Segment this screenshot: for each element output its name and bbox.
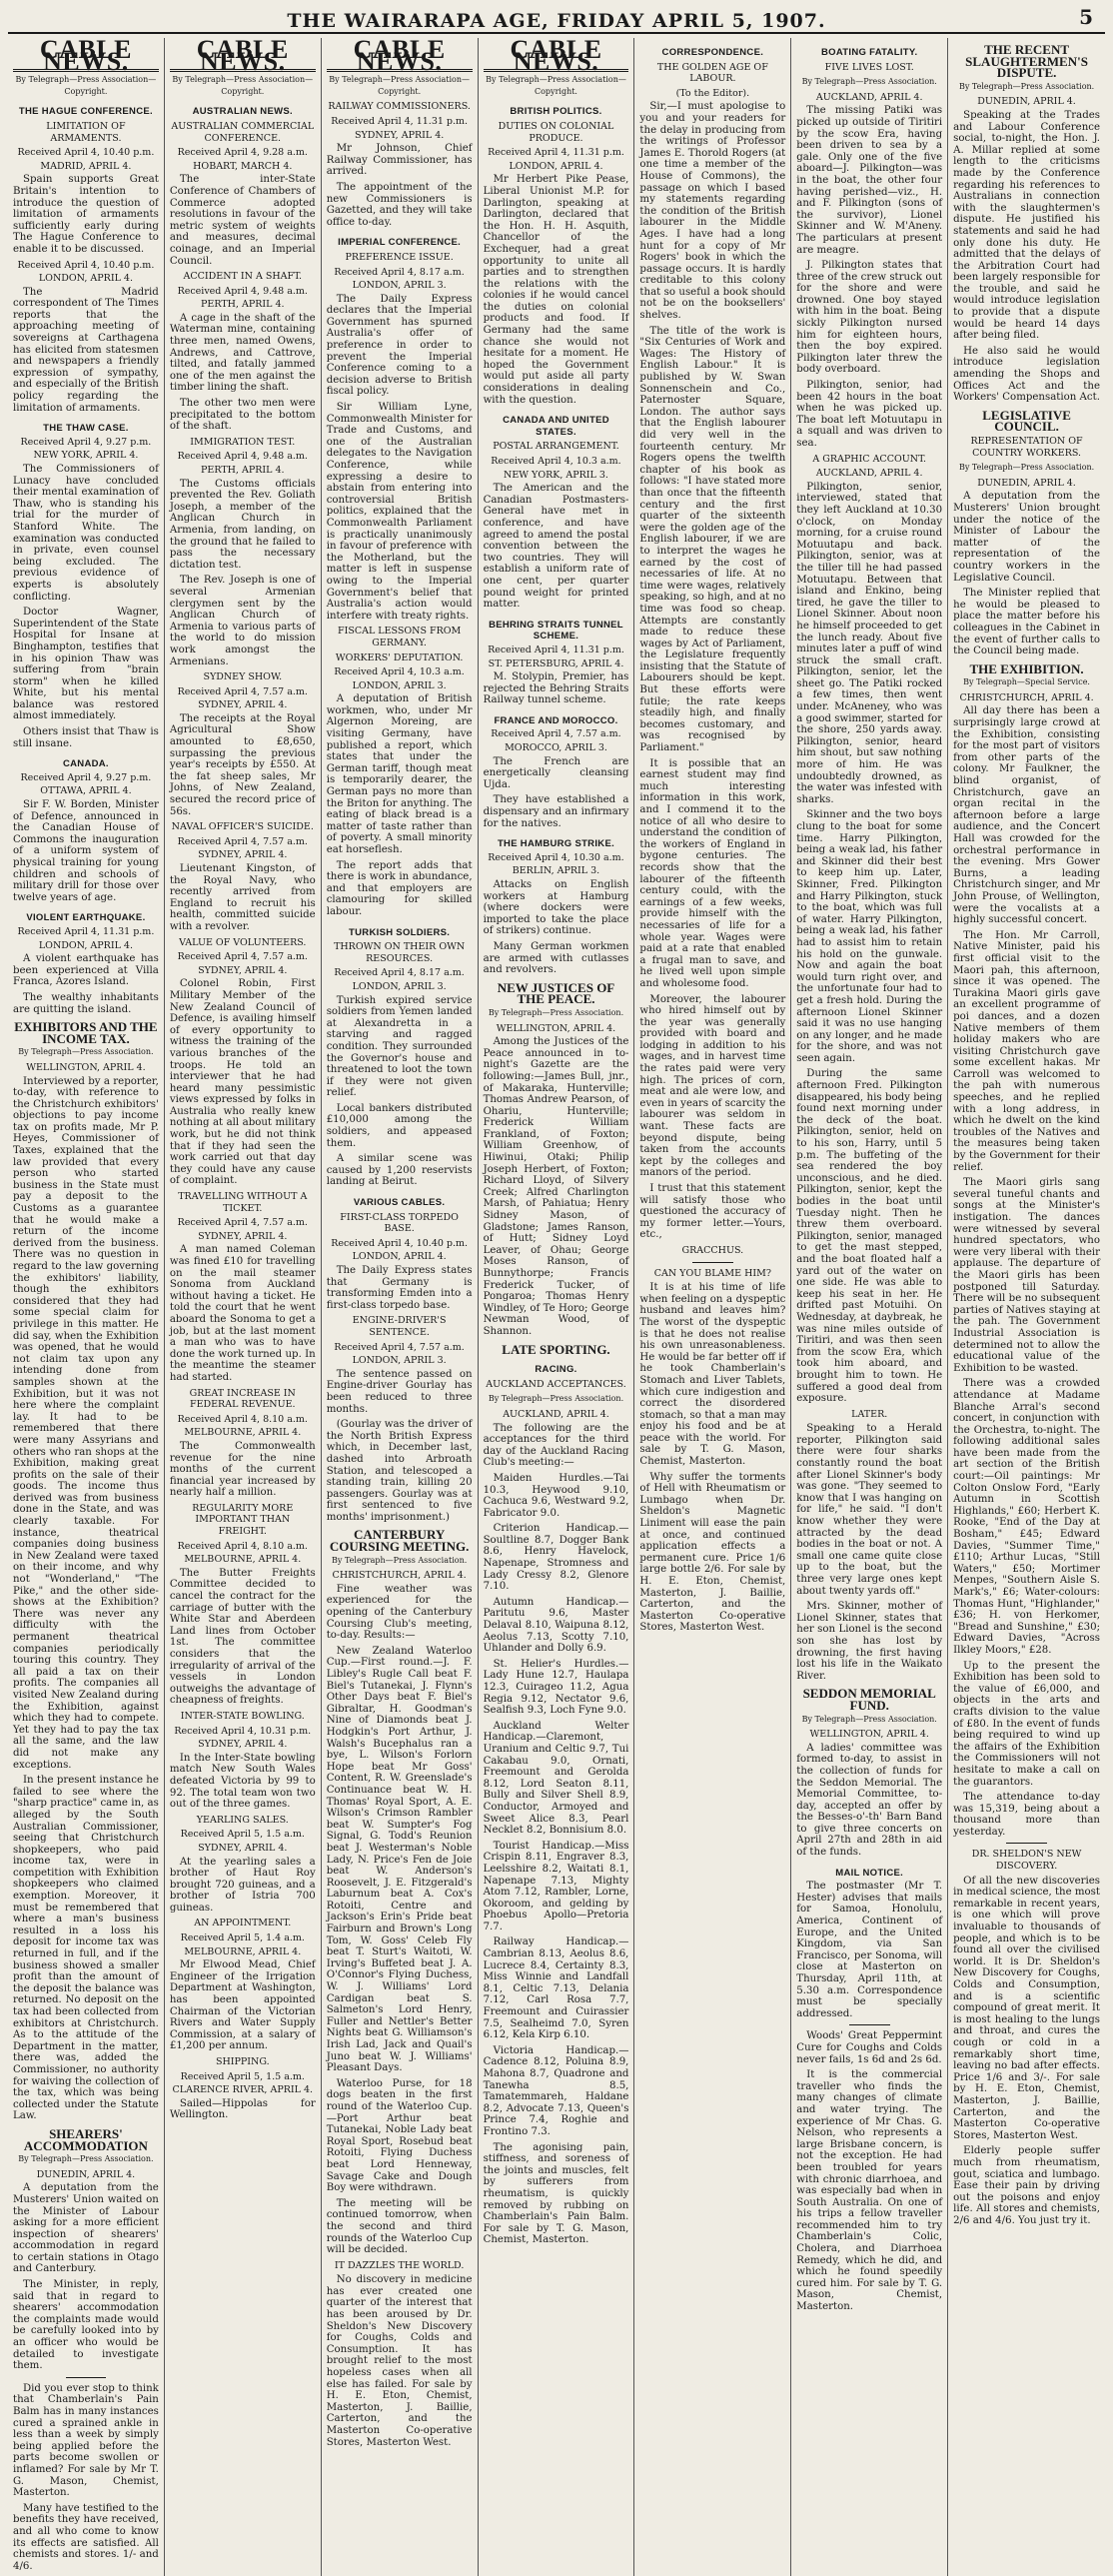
paragraph: The wealthy inhabitants are quitting the island. bbox=[13, 991, 159, 1015]
byline: By Telegraph—Press Association—Copyright. bbox=[15, 75, 157, 96]
dateline: NEW YORK, APRIL 3. bbox=[504, 469, 608, 481]
paragraph: Pilkington, senior, had been 42 hours in the boat when he was picked up. The boat left Motuutapu in a squall and was driven to sea. bbox=[796, 380, 943, 449]
paragraph: Many have testified to the benefits they have received, and all who come to know its effects are satisfied. All chemists and stores. 1/- and 4/6. bbox=[13, 2502, 159, 2572]
article-subheading: GREAT INCREASE IN FEDERAL REVENUE. bbox=[189, 1387, 296, 1411]
paragraph: Lieutenant Kingston, of the Royal Navy, who recently arrived from England to recruit his health, committed suicide with a revolver. bbox=[169, 863, 316, 932]
paragraph: Maiden Hurdles.—Tai 10.3, Heywood 9.10, Cachuca 9.6, Westward 9.2, Fabricator 9.0. bbox=[483, 1472, 629, 1519]
dateline: MELBOURNE, APRIL 4. bbox=[184, 1554, 302, 1566]
paragraph: The Minister replied that he would be pleased to place the matter before his colleagues in the Cabinet in the event of further calls to the Council being made. bbox=[953, 588, 1100, 657]
dateline: LONDON, APRIL 3. bbox=[352, 280, 447, 292]
separator-rule bbox=[66, 2377, 107, 2378]
dateline: LONDON, APRIL 4. bbox=[509, 160, 603, 172]
paragraph: Many German workmen are armed with cutlasses and revolvers. bbox=[483, 940, 629, 976]
paragraph: St. Helier's Hurdles.—Lady Hune 12.7, Haulapa 12.3, Cuirageo 11.2, Agua Regia 9.12, Nectator 9.6, Sealfish 9.3, Loch Fyne 9.0. bbox=[483, 1658, 629, 1717]
paragraph: The following are the acceptances for the third day of the Auckland Racing Club's meeting:— bbox=[483, 1422, 629, 1469]
article-headline: SEDDON MEMORIAL FUND. bbox=[802, 1686, 936, 1713]
article-subheading: INTER-STATE BOWLING. bbox=[180, 1710, 305, 1722]
received-line: Received April 4, 11.31 p.m. bbox=[488, 644, 624, 655]
received-line: GRACCHUS. bbox=[681, 1244, 744, 1256]
paragraph: He also said he would introduce legislation amending the Shops and Offices Act and the Workers' Compensation Act. bbox=[953, 345, 1100, 404]
article-subheading: POSTAL ARRANGEMENT. bbox=[493, 441, 619, 453]
paragraph: All day there has been a surprisingly large crowd at the Exhibition, consisting for the most part of visitors from other parts of the colony. Mr Faulkner, the blind organist, of Christchurch, gave an organ recital in the afternoon before a large audience, and the Concert Hall was crowded for the orchestral performance in the evening. Mrs Gower Burns, a leading Christchurch singer, and Mr John Prouse, of Wellington, were the vocalists at a highly successful concert. bbox=[953, 705, 1100, 926]
article-subheading: A GRAPHIC ACCOUNT. bbox=[812, 453, 927, 465]
dateline: WELLINGTON, APRIL 4. bbox=[809, 1729, 929, 1741]
paragraph: The appointment of the new Commissioners is Gazetted, and they will take office to-day. bbox=[326, 181, 473, 228]
byline: By Telegraph—Press Association. bbox=[488, 1394, 624, 1404]
article-subheading: NAVAL OFFICER'S SUICIDE. bbox=[171, 821, 314, 833]
article-subheading: REPRESENTATION OF COUNTRY WORKERS. bbox=[970, 436, 1083, 459]
received-line: Received April 4, 10.40 p.m. bbox=[17, 147, 155, 159]
article-heading: THE HAMBURG STRIKE. bbox=[497, 838, 615, 850]
article-heading: IMPERIAL CONFERENCE. bbox=[338, 237, 462, 249]
dateline: SYDNEY, APRIL 4. bbox=[198, 1739, 288, 1751]
article-heading: BEHRING STRAITS TUNNEL SCHEME. bbox=[489, 619, 623, 643]
paragraph: Turkish expired service soldiers from Yemen landed at Alexandretta in a starving and ragged condition. They surrounded the Governor's house and threatened to loot the town if they were not given relief. bbox=[326, 994, 473, 1099]
dateline: LONDON, APRIL 4. bbox=[38, 273, 133, 285]
paragraph: The Daily Express declares that the Imperial Government has spurned Australia's offer of preference in order to prevent the Imperial Conference coming to a decision adverse to British fiscal policy. bbox=[326, 293, 473, 398]
paragraph: Up to the present the Exhibition has been sold to the value of £6,000, and objects in the arts and crafts division to the value of £80. In the event of funds being required to wind up the affairs of the Exhibition the Commissioners will not hesitate to make a call on the guarantors. bbox=[953, 1660, 1100, 1788]
paragraph: Mr Johnson, Chief Railway Commissioner, has arrived. bbox=[326, 143, 473, 178]
paragraph: The receipts at the Royal Agricultural Show amounted to £8,650, surpassing the previous year's receipts by £550. At the fat sheep sales, Mr Johns, of New Zealand, secured the record price of 56s. bbox=[169, 712, 316, 817]
received-line: Received April 4, 8.17 a.m. bbox=[334, 967, 465, 979]
section-banner: CABLE NEWS. bbox=[484, 44, 629, 72]
paragraph: It is possible that an earnest student may find much interesting information in this work, and I commend it to the notice of all who desire to understand the condition of the workers of England in bygone centuries. The records show that the labourer of the fifteenth century could, with the earnings of a few weeks, provide himself with the necessaries of life for a whole year. Wages were paid at a rate that enabled a frugal man to save, and he lived well upon simple and wholesome food. bbox=[639, 757, 786, 989]
dateline: PERTH, APRIL 4. bbox=[201, 299, 285, 311]
article-subheading: ACCIDENT IN A SHAFT. bbox=[183, 271, 303, 283]
article-headline: NEW JUSTICES OF THE PEACE. bbox=[497, 979, 615, 1007]
byline: By Telegraph—Press Association. bbox=[332, 1555, 468, 1565]
received-line: Received April 4, 10.31 p.m. bbox=[174, 1725, 312, 1737]
article-heading: AUSTRALIAN NEWS. bbox=[192, 106, 293, 118]
article-heading: CANADA. bbox=[62, 758, 109, 770]
article-subheading: TRAVELLING WITHOUT A TICKET. bbox=[178, 1191, 308, 1214]
received-line: Received April 4, 9.48 a.m. bbox=[177, 451, 308, 463]
dateline: SYDNEY, APRIL 4. bbox=[198, 964, 288, 976]
paragraph: (Gourlay was the driver of the North British Express which, in December last, dashed into Arbroath Station, and telescoped a standing train, killing 20 passengers. Gourlay was at first sentenced to five months' imprisonment.) bbox=[326, 1419, 473, 1523]
paragraph: Spain supports Great Britain's intention to introduce the question of limitation of armaments sufficiently early during The Hague Conference to enable it to be discussed. bbox=[13, 174, 159, 255]
received-line: Received April 4, 7.57 a.m. bbox=[177, 1217, 308, 1229]
article-subheading: SHIPPING. bbox=[215, 2056, 270, 2067]
article-heading: CORRESPONDENCE. bbox=[661, 47, 764, 58]
paragraph: Sir,—I must apologise to you and your readers for the delay in producing from the writings of Professor James E. Thorold Rogers (at one time a member of the House of Commons), the passage on which I based my statements regarding the condition of the British labourer in the Middle Ages. I have had a long hunt for a copy of Mr Rogers' book in which the passage occurs. It is hardly creditable to this colony that so useful a book should not be on the booksellers' shelves. bbox=[639, 101, 786, 322]
byline: By Telegraph—Press Association—Copyright. bbox=[486, 75, 626, 96]
paragraph: Auckland Welter Handicap.—Claremont, Uranium and Celtic 9.7, Tui Cakabau 9.0, Ornati, Freemount and Gerolda 8.12, Lord Seaton 8.11, Bully and Silver Shell 8.9, Conductor, Armoyed and Sweet Alice 8.3, Pearl Necklet 8.2, Bonnisium 8.0. bbox=[483, 1720, 629, 1837]
paragraph: Why suffer the torments of Hell with Rheumatism or Lumbago when Dr. Sheldon's Magnetic Liniment will ease the pain at once, and continued application effects a permanent cure. Price 1/6 large bottle 2/6. For sale by H. E. Eton, Chemist, Masterton, J. Baillie, Carterton, and the Masterton Co-operative Stores, Masterton West. bbox=[639, 1471, 786, 1634]
byline: By Telegraph—Special Service. bbox=[963, 677, 1090, 687]
received-line: Received April 4, 10.3 a.m. bbox=[491, 456, 621, 467]
dateline: LONDON, APRIL 3. bbox=[352, 679, 447, 691]
received-line: Received April 4, 11.31 p.m. bbox=[331, 115, 469, 127]
dateline: MOROCCO, APRIL 3. bbox=[505, 742, 607, 754]
paragraph: The Madrid correspondent of The Times reports that the approaching meeting of sovereigns at Carthagena has elicited from statesmen and newspapers a friendly expression of sympathy, and especially of the British policy regarding the limitation of armaments. bbox=[13, 286, 159, 414]
column-5 bbox=[634, 38, 791, 2576]
article-headline: SHEARERS' ACCOMMODATION bbox=[23, 2125, 148, 2153]
received-line: Received April 4, 7.57 a.m. bbox=[177, 685, 308, 697]
paragraph: Railway Handicap.—Cambrian 8.13, Aeolus 8.6, Lucrece 8.4, Certainty 8.3, Miss Winnie and Landfall 8.1, Celtic 7.13, Delania 7.12, Carl Rosa 7.7, Freemount and Cuirassier 7.5, Sealheimd 7.0, Syren 6.12, Kela Kirp 6.10. bbox=[483, 1936, 629, 2041]
byline: By Telegraph—Press Association. bbox=[18, 1047, 154, 1057]
paragraph: Pilkington, senior, interviewed, stated that they left Auckland at 10.30 o'clock, on Monday morning, for a cruise round Motuutapu and back. Pilkington, senior, was at the tiller till he had passed Motuutapu. Between that island and Enkino, being tired, he gave the tiller to Lionel Skinner. About noon he himself proceeded to get the lunch ready. About five minutes later a puff of wind struck the small craft. Pilkington, senior, let the sheet go. The Patiki rocked a few times, then went under. McAneney, who was a good swimmer, started for the shore, 250 yards away. Pilkington, senior, heard him shout, but saw nothing more of him. He was undoubtedly drowned, as the water was infested with sharks. bbox=[796, 481, 943, 805]
paragraph: A deputation from the Musterers' Union brought under the notice of the Minister of Labour the matter of the representation of the country workers in the Legislative Council. bbox=[953, 491, 1100, 584]
dateline: MELBOURNE, APRIL 4. bbox=[184, 1945, 302, 1957]
article-headline: THE RECENT SLAUGHTERMEN'S DISPUTE. bbox=[965, 42, 1088, 81]
column-6 bbox=[791, 38, 948, 2576]
paragraph: The Butter Freights Committee decided to cancel the contract for the carriage of butter with the White Star and Aberdeen Land lines from October 1st. The committee considers that the irregularity of arrival of the vessels in London outweighs the advantage of cheapness of freights. bbox=[169, 1567, 316, 1707]
article-heading: BRITISH POLITICS. bbox=[510, 106, 602, 118]
paragraph: Speaking to a Herald reporter, Pilkington said there were four sharks constantly round the boat after Lionel Skinner's body was gone. "They seemed to know that I was hanging on for life," he said. "I don't know whether they were attracted by the dead bodies in the boat or not. A small one came quite close up to the boat, but the three very large ones kept about twenty yards off." bbox=[796, 1423, 943, 1597]
paragraph: The sentence passed on Engine-driver Gourlay has been reduced to three months. bbox=[326, 1368, 473, 1415]
separator-rule bbox=[692, 1262, 733, 1263]
dateline: DUNEDIN, APRIL 4. bbox=[36, 2168, 136, 2180]
paragraph: The French are energetically cleansing Ujda. bbox=[483, 755, 629, 790]
byline: By Telegraph—Press Association—Copyright. bbox=[172, 75, 314, 96]
article-subheading: ENGINE-DRIVER'S SENTENCE. bbox=[352, 1315, 447, 1338]
paragraph: New Zealand Waterloo Cup.—First round.—J. F. Libley's Rugle Call beat F. Biel's Tutanekai, J. Flynn's Other Days beat F. Biel's Gibraltar, H. Goodman's Nine of Diamonds beat J. Hodgkin's Port Arthur, J. Walsh's Bucephalus ran a bye, L. Wilson's Forlorn Hope beat Mr Goss' Content, R. W. Greenslade's Continuance beat W. H. Thomas' Royal Sport, A. E. Wilson's Crimson Rambler beat W. Sumpter's Fog Signal, G. Todd's Reunion beat J. Westerman's Noble Lady, N. Price's Fen de Joie beat W. Anderson's Roosevelt, J. E. Fitzgerald's Laburnum beat A. Cox's Rotoiti, Centre and Jackson's Erin's Pride beat Fairburn and Brown's Long Tom, W. Goss' Celeb Fly beat T. Sturt's Waitoti, W. Irving's Buffeted beat J. A. O'Connor's Flying Duchess, W. J. Williams' Lord Cardigan beat S. Salmeton's Lord Henry, Fuller and Nettler's Better Nights beat G. Williamson's Irish Lad, Jack and Quail's Juno beat W. J. Williams' Pleasant Days. bbox=[326, 1645, 473, 2074]
received-line: Received April 4, 8.10 a.m. bbox=[177, 1540, 308, 1552]
byline: By Telegraph—Press Association. bbox=[801, 1714, 937, 1724]
dateline: AUCKLAND, APRIL 4. bbox=[503, 1408, 609, 1420]
column-2 bbox=[165, 35, 322, 2576]
paragraph: The report adds that there is work in abundance, and that employers are clamouring for skilled labour. bbox=[326, 859, 473, 917]
paragraph: The Rev. Joseph is one of several Armenian clergymen sent by the Anglican Church of Armenia to various parts of the world to do mission work amongst the Armenians. bbox=[169, 575, 316, 667]
received-line: Received April 4, 8.17 a.m. bbox=[334, 266, 465, 278]
paragraph: Among the Justices of the Peace announced in to-night's Gazette are the following:—James Bull, jnr., of Makaraka, Hunterville; Thomas Andrew Pearson, of Ohariu, Hunterville; Frederick William Frankland, of Foxton; William Greenhow, of Hiwinui, Otaki; Philip Joseph Herbert, of Foxton; Richard Lloyd, of Silvery Creek; Alfred Charlington Marsh, of Pahiatua; Henry Sidney Mason, of Gladstone; James Ranson, of Hutt; Sidney Loyd Leaver, of Ohau; George Moses Ranson, of Bunnythorpe; Francis Frederick Tucker, of Pongaroa; Thomas Henry Windley, of Te Horo; George Newman Wood, of Shannon. bbox=[483, 1036, 629, 1337]
dateline: OTTAWA, APRIL 4. bbox=[40, 785, 132, 797]
article-subheading: LATER. bbox=[851, 1408, 888, 1420]
received-line: Received April 4, 9.27 p.m. bbox=[20, 436, 152, 448]
article-heading: VARIOUS CABLES. bbox=[353, 1197, 446, 1209]
received-line: Received April 4, 9.27 p.m. bbox=[20, 771, 152, 783]
byline: By Telegraph—Press Association. bbox=[488, 1007, 624, 1017]
paragraph: Doctor Wagner, Superintendent of the State Hospital for Insane at Binghampton, testifies that in his opinion Thaw was suffering from "brain storm" when he killed White, but his mental balance was restored almost immediately. bbox=[13, 607, 159, 722]
article-subheading: SYDNEY SHOW. bbox=[203, 671, 283, 683]
paragraph: Others insist that Thaw is still insane. bbox=[13, 726, 159, 749]
article-headline: THE EXHIBITION. bbox=[969, 660, 1084, 676]
separator-rule bbox=[849, 2024, 890, 2025]
paragraph: There was a crowded attendance at Madame Blanche Arral's second concert, in conjunction with the Orchestra, to-night. The following additional sales have been made from the art section of the British court:—Oil paintings: Mr Colton Onslow Ford, "Early Autumn in Scottish Highlands," £60; Herbert K. Rooke, "End of the Day at Bosham," £45; Edward Davies, "Summer Time," £110; Arthur Lucas, "Still Waters," £50; Mortimer Menpes, "Southern Aisle S. Mark's," £6; Water-colours: Thomas Hunt, "Highlander," £36; H. von Herkomer, "Bread and Sunshine," £30; Edward Davies, "Across Ilkley Moors," £28. bbox=[953, 1378, 1100, 1656]
page-number: 5 bbox=[1079, 5, 1093, 29]
article-subheading: THE GOLDEN AGE OF LABOUR. bbox=[656, 61, 768, 85]
paragraph: No discovery in medicine has ever created one quarter of the interest that has been aroused by Dr. Sheldon's New Discovery for Coughs, Colds and Consumption. It has brought relief to the most hopeless cases when all else has failed. For sale by H. E. Eton, Chemist, Masterton, J. Baillie, Carterton, and the Masterton Co-operative Stores, Masterton West. bbox=[326, 2274, 473, 2448]
received-line: Received April 4, 7.57 a.m. bbox=[491, 728, 621, 740]
dateline: WELLINGTON, APRIL 4. bbox=[26, 1061, 146, 1073]
paragraph: Local bankers distributed £10,000 among the soldiers, and appeased them. bbox=[326, 1102, 473, 1149]
paragraph: A deputation from the Musterers' Union waited on the Minister of Labour asking for a more efficient inspection of shearers' accommodation in regard to certain stations in Otago and Canterbury. bbox=[13, 2182, 159, 2275]
paragraph: Mrs. Skinner, mother of Lionel Skinner, states that her son Lionel is the second son she has lost by drowning, the first having lost his life in the Waikato River. bbox=[796, 1601, 943, 1682]
byline: By Telegraph—Press Association. bbox=[18, 2154, 154, 2164]
byline: By Telegraph—Press Association. bbox=[958, 81, 1095, 91]
columns bbox=[8, 35, 1105, 2572]
paragraph: Fine weather was experienced for the opening of the Canterbury Coursing Club's meeting, to-day. Results:— bbox=[326, 1583, 473, 1642]
dateline: MADRID, APRIL 4. bbox=[40, 160, 132, 172]
paragraph: The inter-State Conference of Chambers of Commerce adopted resolutions in favour of the metric system of weights and measures, decimal coinage, and an Imperial Council. bbox=[169, 174, 316, 267]
article-subheading: DUTIES ON COLONIAL PRODUCE. bbox=[498, 120, 614, 144]
article-subheading: YEARLING SALES. bbox=[196, 1814, 289, 1826]
dateline: SYDNEY, APRIL 4. bbox=[198, 1230, 288, 1242]
article-heading: VIOLENT EARTHQUAKE. bbox=[26, 912, 146, 924]
dateline: HOBART, MARCH 4. bbox=[193, 160, 293, 172]
dateline: NEW YORK, APRIL 4. bbox=[33, 450, 139, 462]
paragraph: Woods' Great Peppermint Cure for Coughs and Colds never fails, 1s 6d and 2s 6d. bbox=[796, 2030, 943, 2065]
dateline: PERTH, APRIL 4. bbox=[201, 465, 285, 476]
paragraph: I trust that this statement will satisfy those who questioned the accuracy of my former letter.—Yours, etc., bbox=[639, 1183, 786, 1241]
paragraph: Victoria Handicap.—Cadence 8.12, Poluina 8.9, Mahona 8.7, Quadrone and Tanewha 8.5, Tamatemmareh, Haldane 8.2, Advocate 7.13, Queen's Prince 7.4, Roghie and Frontino 7.3. bbox=[483, 2044, 629, 2137]
received-line: Received April 4, 10.40 p.m. bbox=[331, 1237, 469, 1249]
paragraph: The Maori girls sang several tuneful chants and songs at the Minister's instigation. The dances were witnessed by several hundred spectators, who were very liberal with their applause. The departure of the Maori girls has been postponed till Saturday. There will be no subsequent parties of Natives staying at the pah. The Government Industrial Association is determined not to allow the educational value of the Exhibition to be wasted. bbox=[953, 1177, 1100, 1374]
paragraph: A cage in the shaft of the Waterman mine, containing three men, named Owens, Andrews, and Cattrove, tilted, and fatally jammed one of the men against the timber lining the shaft. bbox=[169, 312, 316, 394]
dateline: WELLINGTON, APRIL 4. bbox=[496, 1022, 616, 1034]
paragraph: The meeting will be continued tomorrow, when the second and third rounds of the Waterloo Cup will be decided. bbox=[326, 2197, 473, 2256]
dateline: CHRISTCHURCH, APRIL 4. bbox=[959, 691, 1094, 703]
dateline: LONDON, APRIL 3. bbox=[352, 980, 447, 992]
paragraph: The title of the work is "Six Centuries of Work and Wages: The History of English Labour." It is published by W. Swan Sonnenschein and Co., Paternoster Square, London. The author says that the English labourer did very well in the fourteenth century. Mr Rogers opens the twelfth chapter of his book as follows: "I have stated more than once that the fifteenth century and the first quarter of the sixteenth were the golden age of the English labourer, if we are to interpret the wages he earned by the cost of necessaries of life. At no time were wages, relatively speaking, so high, and at no time was food so cheap. Attempts are constantly made to reduce these wages by Act of Parliament, the Legislature frequently insisting that the Statute of Labourers should be kept. But these efforts were futile; the rate keeps steadily high, and finally becomes customary, and was recognised by Parliament." bbox=[639, 325, 786, 754]
paragraph: Skinner and the two boys clung to the boat for some time. Harry Pilkington, being a weak lad, his father and Skinner did their best to keep him up. Later, Skinner, Fred. Pilkington and Harry Pilkington, stuck to the boat, which was full of water. Harry Pilkington, being a weak lad, his father had to assist him to retain his hold on the gunwale. Now and again the boat would turn right over, and the unfortunate four had to get a fresh hold. During the afternoon Lionel Skinner said it was no use hanging on any longer, and he made for the shore, and was not seen again. bbox=[796, 809, 943, 1064]
paragraph: Criterion Handicap.—Soultline 8.7, Dogger Bank 8.6, Henry Havelock, Napenape, Stromness and Lady Cressy 8.2, Glenore 7.10. bbox=[483, 1523, 629, 1593]
dateline: DUNEDIN, APRIL 4. bbox=[977, 96, 1076, 108]
article-headline: LATE SPORTING. bbox=[502, 1341, 610, 1357]
paragraph: Tourist Handicap.—Miss Crispin 8.11, Engraver 8.3, Leelsshire 8.2, Waitati 8.1, Napenape 7.13, Mighty Atom 7.12, Rambler, Lorne, Okoroom, and gelding by Phoebus Apollo—Pretoria 7.7. bbox=[483, 1840, 629, 1932]
dateline: LONDON, APRIL 4. bbox=[38, 939, 133, 951]
received-line: Received April 4, 9.48 a.m. bbox=[177, 285, 308, 297]
dateline: LONDON, APRIL 4. bbox=[352, 1251, 447, 1263]
article-heading: RACING. bbox=[535, 1364, 577, 1376]
paragraph: A deputation of British workmen, who, under Mr Algernon Moreing, are visiting Germany, have published a report, which states that under the German tariff, though meat is temporarily dearer, the German pays no more than the Briton for anything. The eating of black bread is a matter of taste rather than of poverty. A small minority eat horseflesh. bbox=[326, 693, 473, 855]
paragraph: The Customs officials prevented the Rev. Goliath Joseph, a member of the Anglican Church in Armenia, from landing, on the ground that he failed to pass the necessary dictation test. bbox=[169, 478, 316, 571]
section-banner: CABLE NEWS. bbox=[13, 44, 159, 72]
paragraph: Waterloo Purse, for 18 dogs beaten in the first round of the Waterloo Cup.—Port Arthur beat Tutanekai, Noble Lady beat Royal Sport, Rosebud beat Rotoiti, Flying Duchess beat Lord Henneway, Savage Cake and Dough Boy were withdrawn. bbox=[326, 2077, 473, 2194]
section-banner: CABLE NEWS. bbox=[170, 44, 316, 72]
article-subheading: AUSTRALIAN COMMERCIAL CONFERENCE. bbox=[171, 120, 315, 144]
dateline: AUCKLAND, APRIL 4. bbox=[815, 468, 923, 480]
column-7 bbox=[948, 38, 1105, 2576]
paragraph: The American and the Canadian Postmasters-General have met in conference, and have agreed to amend the postal convention between the two countries. They will establish a uniform rate of one cent, per quarter pound weight for printed matter. bbox=[483, 483, 629, 611]
paragraph: It is at his time of life when feeling on a dyspeptic husband and leaves him? The worst of the dyspeptic is that he does not realise his own unreasonableness. He would be far better off if he took Chamberlain's Stomach and Liver Tablets, which cure indigestion and correct the disordered stomach, so that a man may enjoy his food and be at peace with the world. For sale by T. G. Mason, Chemist, Masterton. bbox=[639, 1282, 786, 1468]
paragraph: The Commissioners of Lunacy have concluded their mental examination of Thaw, who is standing his trial for the murder of Stanford White. The examination was conducted in private, even counsel being excluded. The previous evidence of experts is absolutely conflicting. bbox=[13, 464, 159, 603]
article-headline: EXHIBITORS AND THE INCOME TAX. bbox=[14, 1019, 158, 1046]
paragraph: A similar scene was caused by 1,200 reservists landing at Beirut. bbox=[326, 1153, 473, 1188]
byline: By Telegraph—Press Association. bbox=[958, 463, 1095, 473]
paragraph: The agonising pain, stiffness, and soreness of the joints and muscles, felt by sufferers from rheumatism, is quickly removed by rubbing on Chamberlain's Pain Balm. For sale by T. G. Mason, Chemist, Masterton. bbox=[483, 2141, 629, 2246]
article-subheading: FIVE LIVES LOST. bbox=[824, 61, 914, 73]
received-line: Received April 4, 11.31 p.m. bbox=[488, 147, 624, 159]
article-subheading: VALUE OF VOLUNTEERS. bbox=[179, 936, 307, 948]
paragraph: It is the commercial traveller who finds the many changes of climate and water trying. The experience of Mr Chas. G. Nelson, who represents a large Brisbane concern, is not the exception. He had been troubled for years with chronic diarrhoea, and was especially bad when in South Australia. On one of his trips a fellow traveller recommended him to try Chamberlain's Colic, Cholera, and Diarrhoea Remedy, which he did, and which he found speedily cured him. For sale by T. G. Mason, Chemist, Masterton. bbox=[796, 2069, 943, 2313]
article-subheading: IT DAZZLES THE WORLD. bbox=[334, 2259, 465, 2271]
paragraph: Autumn Handicap.—Paritutu 9.6, Master Delaval 8.10, Waipuna 8.12, Aeolus 7.13, Scotty 7.10, Uhlander and Dolly 6.9. bbox=[483, 1596, 629, 1655]
dateline: SYDNEY, APRIL 4. bbox=[354, 129, 445, 141]
dateline: BERLIN, APRIL 3. bbox=[512, 865, 600, 877]
article-subheading: WORKERS' DEPUTATION. bbox=[335, 651, 464, 663]
article-subheading: AN APPOINTMENT. bbox=[194, 1918, 292, 1930]
paragraph: The other two men were precipitated to the bottom of the shaft. bbox=[169, 398, 316, 433]
paragraph: Mr Herbert Pike Pease, Liberal Unionist M.P. for Darlington, speaking at Darlington, declared that the Hon. H. H. Asquith, Chancellor of the Exchequer, had a great opportunity to unite all parties and to strengthen the relations with the colonies if he would cancel the duties on colonial products and food. If Germany had the same chance she would not hesitate for a moment. He hoped the Government would put aside all party considerations in dealing with the question. bbox=[483, 174, 629, 406]
masthead bbox=[8, 4, 1105, 34]
paragraph: At the yearling sales a brother of Haut Roy brought 720 guineas, and a brother of Istria 700 guineas. bbox=[169, 1856, 316, 1914]
paragraph: In the present instance he failed to see where the "sharp practice" came in, as alleged by the South Australian Commissioner, seeing that Christchurch shopkeepers, who paid income tax, were in competition with Exhibition shopkeepers who claimed exemption. Moreover, it must be remembered that where a man's business resulted in a loss his deposit for income tax was returned in full, and if the business showed a smaller profit than the amount of the deposit the balance was returned. No deposit on the tax had been collected from exhibitors at Christchurch. As to the attitude of the Department in the matter, there was, added the Commissioner, no authority for waiving the collection of the tax, which was being collected under the Statute Law. bbox=[13, 1775, 159, 2122]
received-line: Received April 4, 7.57 a.m. bbox=[334, 1341, 465, 1353]
paragraph: A violent earthquake has been experienced at Villa Franca, Azores Island. bbox=[13, 953, 159, 988]
paragraph: The missing Patiki was picked up outside of Tiritiri by the scow Era, having been driven to sea by a gale. Only one of the five aboard—J. Pilkington—was in the boat, the other four having perished—viz., H. and F. Pilkington (sons of the survivor), Lionel Skinner and W. M'Aneny. The particulars at present are meagre. bbox=[796, 105, 943, 256]
article-heading: MAIL NOTICE. bbox=[835, 1867, 904, 1879]
dateline: SYDNEY, APRIL 4. bbox=[198, 1842, 288, 1854]
received-line: Received April 4, 10.3 a.m. bbox=[334, 666, 465, 678]
dateline: CLARENCE RIVER, APRIL 4. bbox=[172, 2084, 314, 2096]
paragraph: During the same afternoon Fred. Pilkington disappeared, his body being found next morning under the deck of the boat. Pilkington, senior, held on to his son, Harry, until 5 p.m. The buffeting of the sea rendered the boy unconscious, and he died. Pilkington, senior, kept the bodies in the boat until Tuesday night. Then he threw them overboard. Pilkington, senior, managed to get the mast stepped, and the boat floated half a yard out of the water on one side. He was able to keep his seat in her. He drifted past Motuihi. On Wednesday, at daybreak, he was nine miles outside of Tiritiri, and was then seen from the scow Era, which took him aboard, and brought him to town. He suffered a good deal from exposure. bbox=[796, 1068, 943, 1405]
article-heading: TURKISH SOLDIERS. bbox=[349, 926, 451, 938]
paragraph: Of all the new discoveries in medical science, the most remarkable in recent years, is one which will prove invaluable to thousands of people, and which is to be found all over the civilised world. It is Dr. Sheldon's New Discovery for Coughs, Colds and Consumption, and is a scientific compound of great merit. It is most healing to the lungs and throat, and cures the cough or cold in a remarkably short time, leaving no bad after effects. Price 1/6 and 3/-. For sale by H. E. Eton, Chemist, Masterton, J. Baillie, Carterton, and the Masterton Co-operative Stores, Masterton West. bbox=[953, 1875, 1100, 2141]
article-subheading: PREFERENCE ISSUE. bbox=[345, 251, 454, 263]
paragraph: In the Inter-State bowling match New South Wales defeated Victoria by 99 to 92. The total team won two out of the three games. bbox=[169, 1752, 316, 1811]
paragraph: The Commonwealth revenue for the nine months of the current financial year increased by nearly half a million. bbox=[169, 1440, 316, 1499]
paragraph: The postmaster (Mr T. Hester) advises that mails for Samoa, Honolulu, America, Continent of Europe, and the United Kingdom, via San Francisco, per Sonoma, will close at Masterton on Thursday, April 11th, at 5.30 a.m. Correspondence must be specially addressed. bbox=[796, 1881, 943, 2019]
received-line: Received April 5, 1.5 a.m. bbox=[180, 1829, 305, 1841]
received-line: Received April 4, 7.57 a.m. bbox=[177, 951, 308, 963]
paragraph: They have established a dispensary and an infirmary for the natives. bbox=[483, 794, 629, 829]
column-4 bbox=[479, 35, 635, 2576]
article-subheading: REGULARITY MORE IMPORTANT THAN FREIGHT. bbox=[192, 1502, 294, 1538]
paragraph: Speaking at the Trades and Labour Conference social, to-night, the Hon. J. A. Millar replied at some length to the criticisms made by the Conference regarding his references to Australians in connection with the slaughtermen's dispute. He justified his statements and said he had only done his duty. He admitted that the delays of the Arbitration Court had been largely responsible for the trouble, and said he would introduce legislation to provide that a dispute would be heard 14 days after being filed. bbox=[953, 109, 1100, 342]
paragraph: Colonel Robin, First Military Member of the New Zealand Council of Defence, is availing himself of every opportunity to witness the training of the various branches of the troops. He told an interviewer that he had heard many pessimistic views expressed by folks in Australia who really knew nothing at all about military work, but he did not think that if they had seen the work carried out that day they could have any cause of complaint. bbox=[169, 978, 316, 1187]
received-line: Received April 5, 1.4 a.m. bbox=[180, 1932, 305, 1944]
paragraph: Did you ever stop to think that Chamberlain's Pain Balm has in many instances cured a sprained ankle in less than a week by simply being applied before the parts become swollen or inflamed? For sale by Mr T. G. Mason, Chemist, Masterton. bbox=[13, 2382, 159, 2499]
article-subheading: CAN YOU BLAME HIM? bbox=[653, 1267, 771, 1279]
paragraph: Sailed—Hippolas for Wellington. bbox=[169, 2097, 316, 2121]
received-line: Received April 4, 11.31 p.m. bbox=[17, 925, 155, 937]
article-heading: THE HAGUE CONFERENCE. bbox=[18, 106, 153, 118]
article-subheading: THROWN ON THEIR OWN RESOURCES. bbox=[334, 941, 466, 964]
received-line: (To the Editor). bbox=[675, 87, 750, 99]
paragraph: Sir William Lyne, Commonwealth Minister for Trade and Customs, and one of the Australian delegates to the Navigation Conference, while expressing a desire to abstain from entering into controversial British politics, explained that the Commonwealth Parliament is practically unanimously in favour of preference with the Motherland, but the matter is left in suspense owing to the Imperial Government's belief that Australia's action would interfere with treaty rights. bbox=[326, 402, 473, 622]
article-heading: THE THAW CASE. bbox=[43, 423, 129, 435]
article-headline: LEGISLATIVE COUNCIL. bbox=[982, 407, 1071, 435]
paragraph: The attendance to-day was 15,319, being about a thousand more than yesterday. bbox=[953, 1792, 1100, 1838]
paragraph: Elderly people suffer much from rheumatism, gout, sciatica and lumbago. Ease their pain by driving out the poisons and enjoy life. All stores and chemists, 2/6 and 4/6. You just try it. bbox=[953, 2145, 1100, 2226]
paragraph: M. Stolypin, Premier, has rejected the Behring Straits Railway tunnel scheme. bbox=[483, 671, 629, 706]
separator-rule bbox=[1006, 1843, 1047, 1844]
article-subheading: FISCAL LESSONS FROM GERMANY. bbox=[337, 626, 462, 648]
received-line: Received April 4, 7.57 a.m. bbox=[177, 835, 308, 847]
dateline: AUCKLAND, APRIL 4. bbox=[815, 91, 923, 103]
column-1 bbox=[8, 35, 165, 2576]
dateline: SYDNEY, APRIL 4. bbox=[198, 849, 288, 861]
article-subheading: IMMIGRATION TEST. bbox=[190, 436, 296, 448]
dateline: LONDON, APRIL 3. bbox=[352, 1355, 447, 1367]
paragraph: Attacks on English workers at Hamburg (where dockers were imported to take the place of strikers) continue. bbox=[483, 879, 629, 937]
dateline: ST. PETERSBURG, APRIL 4. bbox=[488, 657, 624, 669]
article-headline: CANTERBURY COURSING MEETING. bbox=[329, 1527, 470, 1555]
dateline: DUNEDIN, APRIL 4. bbox=[977, 477, 1076, 489]
byline: By Telegraph—Press Association. bbox=[801, 77, 937, 87]
dateline: MELBOURNE, APRIL 4. bbox=[184, 1427, 302, 1439]
article-subheading: DR. SHELDON'S NEW DISCOVERY. bbox=[971, 1849, 1082, 1873]
article-subheading: LIMITATION OF ARMAMENTS. bbox=[46, 120, 126, 144]
paragraph: A man named Coleman was fined £10 for travelling on the mail steamer Sonoma from Auckland without having a ticket. He told the court that he went aboard the Sonoma to get a job, but at the last moment a man who was to have done the work turned up. In the meantime the steamer had started. bbox=[169, 1244, 316, 1383]
paragraph: A ladies' committee was formed to-day, to assist in the collection of funds for the Seddon Memorial. The Memorial Committee, to-day, accepted an offer by the Besses-o'-th' Barn Band to give three concerts on April 27th and 28th in aid of the funds. bbox=[796, 1742, 943, 1859]
article-heading: BOATING FATALITY. bbox=[821, 47, 918, 58]
paragraph: The Hon. Mr Carroll, Native Minister, paid his first official visit to the Maori pah, this afternoon, since it was opened. The Turakina Maori girls gave an excellent programme of poi dances, and a dozen Native members of them holiday makers who are visiting Christchurch gave some excellent hakas. Mr Carroll was welcomed to the pah with numerous speeches, and he replied with a long address, in which he dwelt on the kind troubles of the Natives and the measures being taken by the Government for their relief. bbox=[953, 929, 1100, 1173]
received-line: Received April 5, 1.5 a.m. bbox=[180, 2070, 305, 2082]
section-banner: CABLE NEWS. bbox=[327, 44, 473, 72]
article-subheading: AUCKLAND ACCEPTANCES. bbox=[486, 1378, 626, 1390]
received-line: Received April 4, 10.40 p.m. bbox=[17, 259, 155, 271]
received-line: Received April 4, 8.10 a.m. bbox=[177, 1413, 308, 1425]
paragraph: The Daily Express states that Germany is transforming Emden into a first-class torpedo base. bbox=[326, 1265, 473, 1311]
column-3 bbox=[322, 35, 479, 2576]
dateline: SYDNEY, APRIL 4. bbox=[198, 699, 288, 711]
paragraph: Interviewed by a reporter, to-day, with reference to the Christchurch exhibitors' objections to pay income tax on profits made, Mr P. Heyes, Commissioner of Taxes, explained that the law provided that every person who started business in the State must pay a deposit to the Customs as a guarantee that he would make a return of the income derived from the business. There was no question in regard to the law governing the exhibitors' liability, though the exhibitors considered that they had some special claim for privilege in this matter. He did say, when the Exhibition was opened, that he would not claim tax upon any intending done from samples shown at the Exhibition, but it was not here where the complaint lay. It had to be remembered that there were many Assyrians and others who ran shops at the Exhibition, making great profits on the sale of their goods. The income thus derived was from business done in the State, and was clearly taxable. For instance, theatrical companies doing business in New Zealand were taxed on their income, and why not "Wonderland," "The Pike," and the other side-shows at the Exhibition? There was never any difficulty with the permanent theatrical companies periodically touring this country. They all paid a tax on their profits. The companies all visited New Zealand during the Exhibition, against which they had to compete. Yet they had to pay the tax all the same, and the law did not make any exceptions. bbox=[13, 1075, 159, 1771]
paragraph: Moreover, the labourer who hired himself out by the year was generally provided with board and lodging in addition to his wages, and in harvest time the rates paid were very high. The prices of corn, meat and ale were low, and even in years of scarcity the labourer was seldom in want. These facts are beyond dispute, being taken from the accounts kept by the colleges and manors of the period. bbox=[639, 993, 786, 1179]
masthead-title: THE WAIRARAPA AGE, FRIDAY APRIL 5, 1907. bbox=[287, 10, 826, 32]
received-line: Received April 4, 10.30 a.m. bbox=[488, 851, 624, 863]
article-subheading: FIRST-CLASS TORPEDO BASE. bbox=[340, 1211, 459, 1235]
paragraph: J. Pilkington states that three of the crew struck out for the shore and were drowned. One boy stayed with him in the boat. Being sickly Pilkington nursed him for eighteen hours, then the boy expired. Pilkington later threw the body overboard. bbox=[796, 260, 943, 376]
received-line: Received April 4, 9.28 a.m. bbox=[177, 147, 308, 159]
paragraph: Sir F. W. Borden, Minister of Defence, announced in the Canadian House of Commons the inauguration of a uniform system of physical training for young children and schools of military drill for those over twelve years of age. bbox=[13, 799, 159, 903]
article-subheading: RAILWAY COMMISSIONERS. bbox=[328, 101, 471, 113]
article-heading: CANADA AND UNITED STATES. bbox=[503, 415, 609, 438]
byline: By Telegraph—Press Association—Copyright. bbox=[329, 75, 470, 96]
article-heading: FRANCE AND MOROCCO. bbox=[494, 714, 618, 726]
paragraph: Mr Elwood Mead, Chief Engineer of the Irrigation Department at Washington, has been appointed Chairman of the Victorian Rivers and Water Supply Commission, at a salary of £1,200 per annum. bbox=[169, 1959, 316, 2052]
paragraph: The Minister, in reply, said that in regard to shearers' accommodation the complaints made would be carefully looked into by an officer who would be detailed to investigate them. bbox=[13, 2279, 159, 2372]
dateline: CHRISTCHURCH, APRIL 4. bbox=[332, 1570, 467, 1582]
